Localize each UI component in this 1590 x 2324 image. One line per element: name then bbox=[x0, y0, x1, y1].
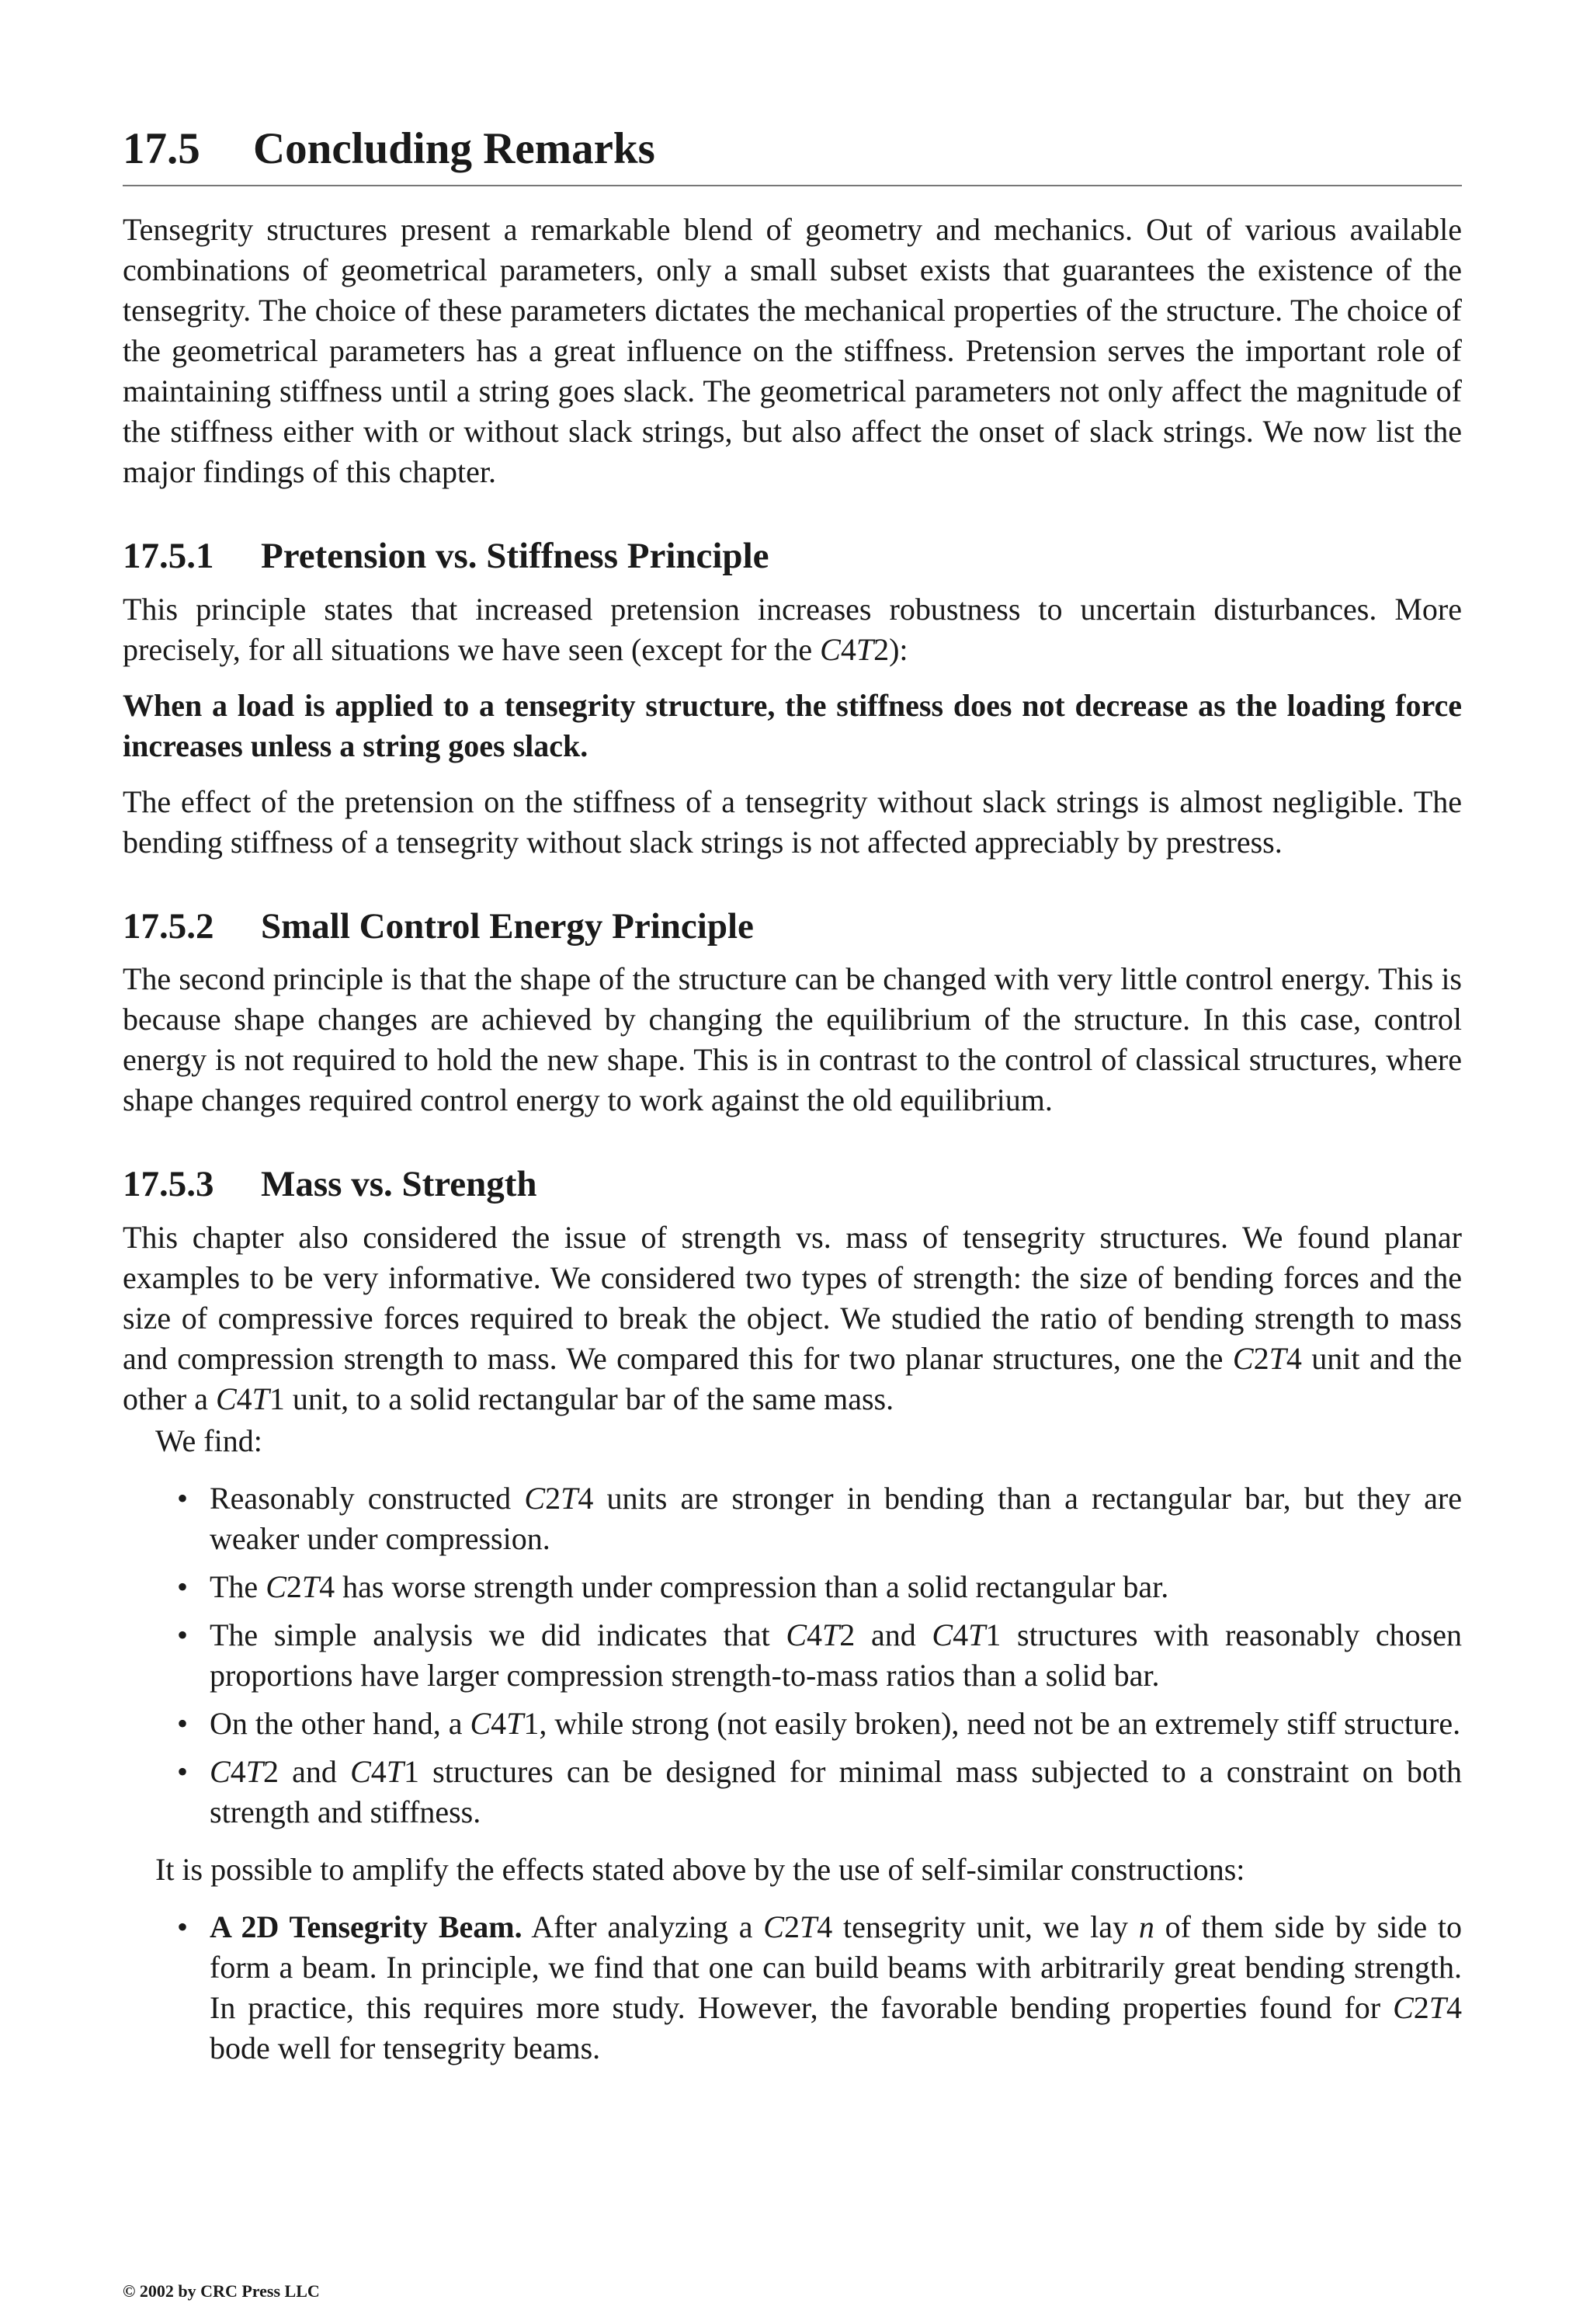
copyright-footer: © 2002 by CRC Press LLC bbox=[123, 2281, 320, 2301]
list-item: • The C2T4 has worse strength under compression than a solid rectangular bar. bbox=[210, 1567, 1462, 1607]
mass-strength-paragraph: This chapter also considered the issue of strength vs. mass of tensegrity structures. We found planar examples to be very informative. We considered two types of strength: the size of bending forces and the size of compressive forces required to break the object. We studied the ratio of bending strength to mass and compression strength to mass. We compared this for two planar structures, one the C2T4 unit and the other a C4T1 unit, to a solid rectangular bar of the same mass. bbox=[123, 1219, 1462, 1416]
control-energy-paragraph: The second principle is that the shape of the structure can be changed with very little control energy. This is because shape changes are achieved by changing the equilibrium of the structure. In this case, control energy is not required to hold the new shape. This is in contrast to the control of classical structures, where shape changes required control energy to work against the old equilibrium. bbox=[123, 961, 1462, 1118]
self-similar-list bbox=[123, 1907, 1462, 2069]
subsection-number: 17.5.2 bbox=[123, 905, 214, 947]
section-number: 17.5 bbox=[123, 124, 200, 173]
subsection-heading-control-energy bbox=[123, 905, 1462, 948]
findings-list bbox=[123, 1478, 1462, 1832]
list-item: • The simple analysis we did indicates that C4T2 and C4T1 structures with reasonably chosen proportions have larger compression strength-to-mass ratios than a solid bar. bbox=[210, 1615, 1462, 1696]
subsection-number: 17.5.3 bbox=[123, 1164, 214, 1205]
pretension-paragraph-2: The effect of the pretension on the stiffness of a tensegrity without slack strings is almost negligible. The bending stiffness of a tensegrity without slack strings is not affected appreciably by prestress. bbox=[123, 783, 1462, 860]
pretension-paragraph-1: This principle states that increased pretension increases robustness to uncertain disturbances. More precisely, for all situations we have seen (except for the C4T2): bbox=[123, 591, 1462, 667]
page-content bbox=[123, 123, 1462, 2076]
subsection-heading-pretension bbox=[123, 534, 1462, 578]
subsection-title: Small Control Energy Principle bbox=[261, 905, 754, 947]
subsection-number: 17.5.1 bbox=[123, 536, 214, 577]
list-item: • A 2D Tensegrity Beam. After analyzing a C2T4 tensegrity unit, we lay n of them side by side to form a beam. In principle, we find that one can build beams with arbitrarily great bending strength. In practice, this requires more study. However, the favorable bending properties found for C2T4 bode well for tensegrity beams. bbox=[210, 1907, 1462, 2069]
we-find-line: We find: bbox=[155, 1423, 262, 1458]
section-heading bbox=[123, 123, 1462, 186]
section-title: Concluding Remarks bbox=[253, 124, 655, 173]
subsection-title: Pretension vs. Stiffness Principle bbox=[261, 536, 769, 577]
list-item: • On the other hand, a C4T1, while strong (not easily broken), need not be an extremely stiff structure. bbox=[210, 1704, 1462, 1744]
amplify-paragraph: It is possible to amplify the effects stated above by the use of self-similar constructions: bbox=[155, 1851, 1245, 1887]
beam-lead: A 2D Tensegrity Beam. bbox=[210, 1909, 522, 1944]
list-item: • Reasonably constructed C2T4 units are stronger in bending than a rectangular bar, but they are weaker under compression. bbox=[210, 1478, 1462, 1559]
subsection-title: Mass vs. Strength bbox=[261, 1164, 537, 1205]
intro-paragraph: Tensegrity structures present a remarkable blend of geometry and mechanics. Out of various available combinations of geometrical parameters, only a small subset exists that guarantees the existence of the tensegrity. The choice of these parameters dictates the mechanical properties of the structure. The choice of the geometrical parameters has a great influence on the stiffness. Pretension serves the important role of maintaining stiffness until a string goes slack. The geometrical parameters not only affect the magnitude of the stiffness either with or without slack strings, but also affect the onset of slack strings. We now list the major findings of this chapter. bbox=[123, 212, 1462, 490]
list-item: • C4T2 and C4T1 structures can be designed for minimal mass subjected to a constraint on both strength and stiffness. bbox=[210, 1752, 1462, 1832]
principle-statement: When a load is applied to a tensegrity structure, the stiffness does not decrease as the loading force increases unless a string goes slack. bbox=[123, 687, 1462, 763]
subsection-heading-mass-strength bbox=[123, 1162, 1462, 1206]
